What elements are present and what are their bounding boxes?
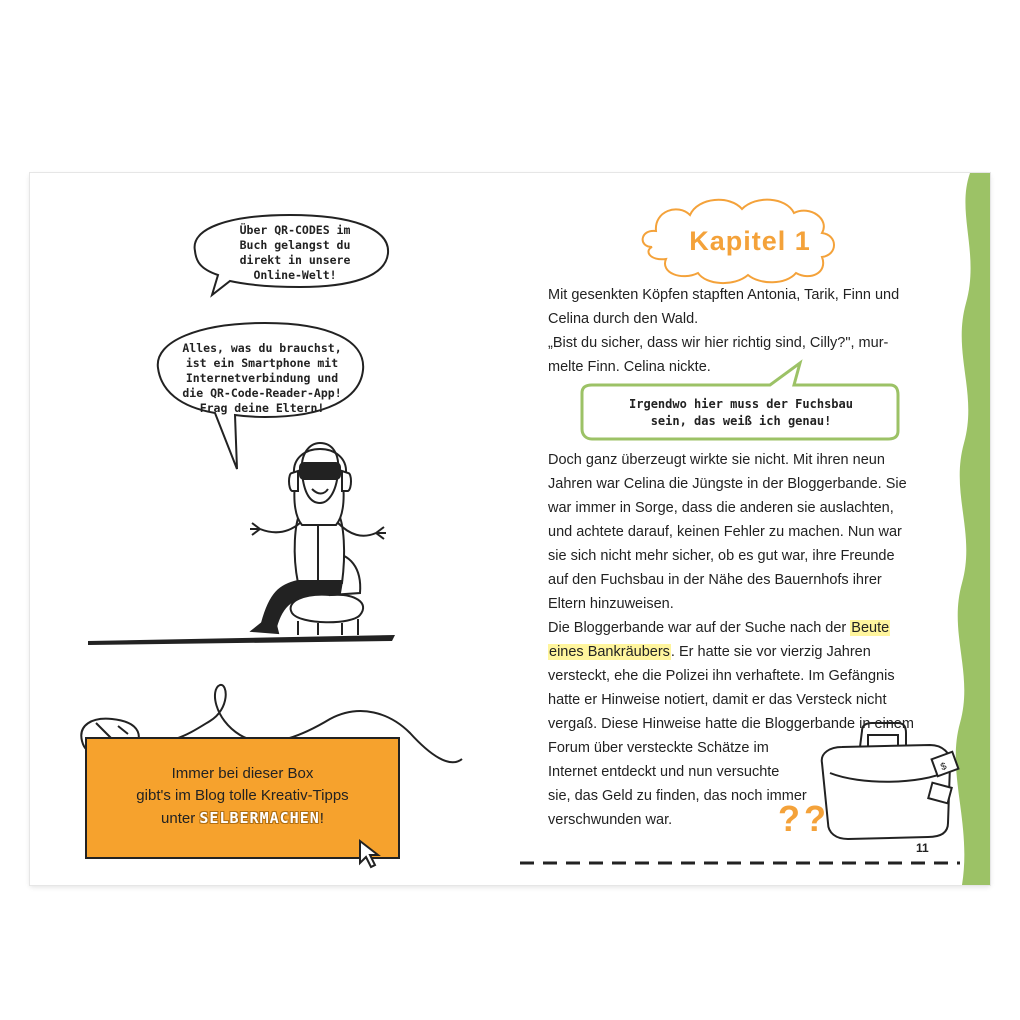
text-line: vergaß. Diese Hinweise hatte die Bloggerbande in einem — [548, 716, 914, 732]
green-page-edge — [956, 173, 990, 885]
paragraph-3 — [548, 616, 948, 832]
book-spread — [30, 173, 990, 885]
text-line: Forum über versteckte Schätze im — [548, 740, 769, 756]
text-line: Doch ganz überzeugt wirkte sie nicht. Mit ihren neun — [548, 452, 885, 468]
question-marks: ?? — [778, 798, 830, 839]
bubble-top-line: direkt in unsere — [239, 253, 351, 267]
text-line: Mit gesenkten Köpfen stapften Antonia, Tarik, Finn und — [548, 287, 900, 303]
svg-text:$: $ — [939, 760, 949, 774]
tip-suffix: ! — [319, 810, 324, 827]
tip-line-prefix: unter — [161, 810, 196, 827]
bubble-middle-line: die QR-Code-Reader-App! — [182, 386, 342, 400]
text-span: . Er hatte sie vor vierzig Jahren — [670, 644, 871, 660]
paragraph-2 — [548, 448, 948, 616]
text-line: melte Finn. Celina nickte. — [548, 359, 711, 375]
text-line: hatte er Hinweise notiert, damit er das Versteck nicht — [548, 692, 887, 708]
bubble-top-line: Über QR-CODES im — [239, 223, 351, 237]
bubble-top-line: Online-Welt! — [253, 268, 337, 282]
tip-line — [87, 807, 398, 830]
selbermachen-keyword[interactable]: SELBERMACHEN — [199, 809, 320, 827]
speech-line: Irgendwo hier muss der Fuchsbau — [629, 397, 853, 411]
bubble-middle-line: Internetverbindung und — [185, 371, 339, 385]
tip-text — [87, 763, 398, 830]
text-line: sie, das Geld zu finden, das noch immer — [548, 788, 807, 804]
text-line: versteckt, ehe die Polizei ihn verhaftete. Im Gefängnis — [548, 668, 895, 684]
text-line: Celina durch den Wald. — [548, 311, 699, 327]
chapter-title: Kapitel 1 — [689, 226, 811, 256]
text-span: Die Bloggerbande war auf der Suche nach der — [548, 620, 847, 636]
text-line: und achtete darauf, keinen Fehler zu machen. Nun war — [548, 524, 902, 540]
text-line: Internet entdeckt und nun versuchte — [548, 764, 780, 780]
tip-box — [85, 737, 400, 859]
bubble-top-text — [200, 223, 390, 283]
tip-line: Immer bei dieser Box — [171, 765, 314, 782]
page-number: 11 — [916, 841, 929, 855]
text-line: auf den Fuchsbau in der Nähe des Bauernhofs ihrer — [548, 572, 882, 588]
bubble-middle-line: Alles, was du brauchst, — [182, 341, 342, 355]
text-line: „Bist du sicher, dass wir hier richtig sind, Cilly?", mur- — [548, 335, 889, 351]
floor-line — [88, 635, 395, 645]
paragraph-1 — [548, 283, 948, 379]
text-line: war immer in Sorge, dass die anderen sie auslachten, — [548, 500, 894, 516]
text-line: Jahren war Celina die Jüngste in der Bloggerbande. Sie — [548, 476, 907, 492]
highlight-bankraeuber: eines Bankräubers — [549, 644, 670, 660]
bubble-middle-line: ist ein Smartphone mit — [185, 356, 339, 370]
text-line — [548, 616, 948, 640]
text-line: Eltern hinzuweisen. — [548, 596, 674, 612]
speech-line: sein, das weiß ich genau! — [650, 414, 832, 428]
speech-box-text — [596, 396, 886, 430]
bubble-middle-text — [160, 341, 364, 416]
cursor-icon — [356, 837, 390, 871]
bubble-top-line: Buch gelangst du — [239, 238, 351, 252]
text-line: sie sich nicht mehr sicher, ob es gut war, ihre Freunde — [548, 548, 895, 564]
tip-line: gibt's im Blog tolle Kreativ-Tipps — [136, 787, 349, 804]
character-figure — [250, 443, 386, 635]
bubble-middle-line: Frag deine Eltern! — [199, 401, 325, 415]
text-line: verschwunden war. — [548, 812, 673, 828]
text-line — [548, 640, 948, 664]
highlight-beute: Beute — [851, 620, 890, 636]
